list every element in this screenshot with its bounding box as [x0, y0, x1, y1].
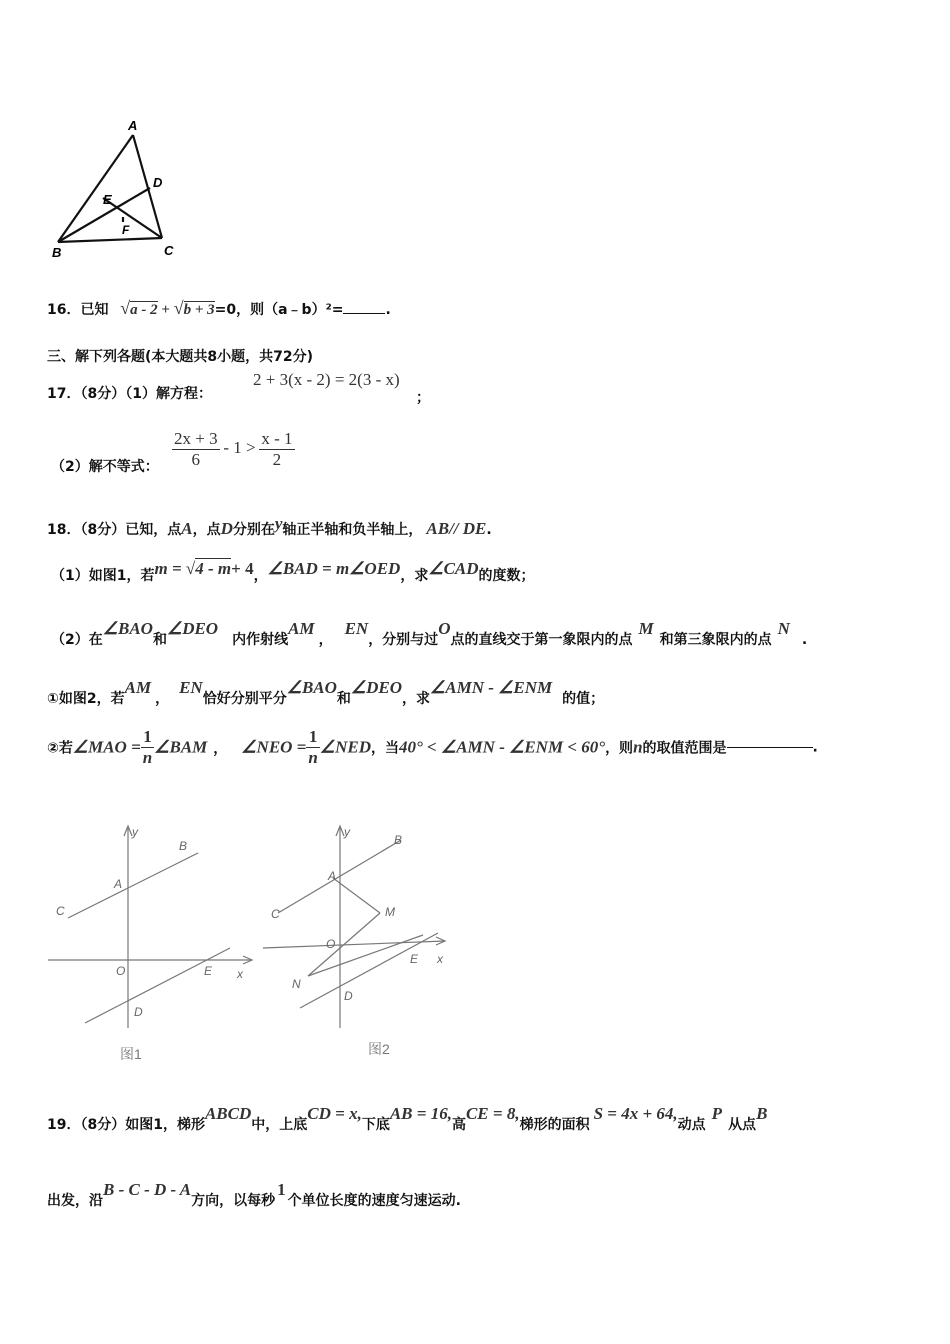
answer-blank-16 — [343, 313, 385, 314]
fraction-1: $\frac{2x + 3}{6}$ — [174, 429, 218, 469]
point-d: D — [220, 519, 233, 538]
label-e: E — [103, 192, 112, 207]
inequality-middle: - 1 > — [223, 437, 256, 457]
answer-blank-18 — [727, 747, 813, 748]
q19-line-1: 19．（8分）如图1，梯形ABCD中，上底CD = x,下底AB = 16,高CE = 8,梯形的面积S = 4x + 64,动点P从点B — [47, 1104, 768, 1133]
svg-text:x: x — [437, 952, 443, 966]
q17-part1-label: 17．（8分）（1）解方程： — [47, 386, 212, 402]
svg-text:D: D — [134, 1005, 143, 1019]
question-16 — [47, 298, 391, 319]
q18-line-1: 18．（8分）已知，点A，点D分别在y轴正半轴和负半轴上， AB// DE. — [47, 514, 492, 538]
q18-part-2: （2）在∠BAO和∠DEO内作射线AM，EN，分别与过O点的直线交于第一象限内的点M和第三象限内的点N. — [51, 619, 808, 648]
svg-text:x: x — [237, 967, 243, 981]
q16-equals: =0，则（a﹣b）²= — [214, 302, 344, 318]
label-f: F — [122, 223, 130, 237]
svg-text:y: y — [132, 825, 138, 839]
triangle-figure — [40, 110, 200, 270]
q18-part-1: （1）如图1，若m = √4 - m+ 4，∠BAD = m∠OED，求∠CAD的度数； — [51, 559, 535, 584]
svg-text:C: C — [56, 904, 65, 918]
sqrt-symbol-1: √ — [120, 298, 131, 318]
q17-inequality — [172, 429, 295, 470]
q17-equation: 2 + 3(x - 2) = 2(3 - x) — [253, 370, 400, 389]
svg-text:E: E — [204, 964, 213, 978]
label-a: A — [128, 118, 138, 133]
q18-case-2: ②若∠MAO = $\frac{1}{n}$ ∠BAM ， ∠NEO = $\frac{1}{n}$ ∠NED，当40° < ∠AMN - ∠ENM < 60°，则n的取值范围是 . — [47, 727, 818, 767]
side-bc — [58, 238, 162, 242]
svg-text:A: A — [328, 869, 337, 883]
q19-line-2: 出发，沿B - C - D - A方向，以每秒1个单位长度的速度匀速运动. — [47, 1180, 461, 1209]
plus-sign: + — [161, 302, 170, 318]
svg-text:B: B — [394, 833, 403, 847]
angle-cad: ∠CAD — [428, 559, 479, 578]
svg-text:O: O — [116, 964, 126, 978]
label-b: B — [52, 245, 62, 260]
svg-text:B: B — [179, 839, 188, 853]
svg-text:A: A — [114, 877, 123, 891]
q16-end: . — [385, 302, 391, 318]
q16-label: 16．已知 — [47, 302, 109, 318]
axis-y: y — [274, 514, 283, 533]
sqrt-symbol-2: √ — [173, 298, 184, 318]
line-cb — [68, 853, 198, 918]
figure-2 — [258, 818, 458, 1068]
svg-text:D: D — [344, 989, 353, 1003]
m-equals: m = — [154, 559, 186, 578]
line-de — [85, 948, 230, 1023]
svg-text:M: M — [385, 905, 395, 919]
q18-case-1: ①如图2，若AM，EN恰好分别平分∠BAO和∠DEO，求∠AMN - ∠ENM的值； — [47, 678, 605, 707]
q17-part1-end: ； — [416, 390, 430, 406]
section-3-title: 三、解下列各题(本大题共8小题，共72分) — [47, 349, 314, 365]
angle-range: 40° < ∠AMN - ∠ENM < 60° — [398, 737, 606, 757]
figure-1 — [40, 818, 255, 1068]
parallel-expr: AB// DE — [426, 519, 487, 538]
sqrt-expr-1: a - 2 — [130, 302, 158, 318]
label-c: C — [164, 243, 174, 258]
figure-2-caption: 图2 — [368, 1041, 390, 1057]
angle-bad-expr: ∠BAD = m∠OED — [267, 559, 401, 578]
point-a: A — [181, 519, 193, 538]
svg-text:N: N — [292, 977, 301, 991]
q17-part2-label: （2）解不等式： — [51, 459, 159, 475]
label-d: D — [153, 175, 163, 190]
figure-1-caption: 图1 — [120, 1046, 142, 1062]
fraction-2: $\frac{x - 1}{2}$ — [261, 429, 293, 469]
svg-text:y: y — [344, 825, 350, 839]
fraction-1-over-n-2: $\frac{1}{n}$ — [308, 727, 318, 767]
sqrt-expr-2: b + 3 — [183, 302, 215, 318]
svg-text:E: E — [410, 952, 419, 966]
svg-text:O: O — [326, 937, 336, 951]
fraction-1-over-n: $\frac{1}{n}$ — [142, 727, 153, 767]
svg-text:C: C — [271, 907, 280, 921]
sqrt-4-m: 4 - m — [195, 559, 232, 578]
